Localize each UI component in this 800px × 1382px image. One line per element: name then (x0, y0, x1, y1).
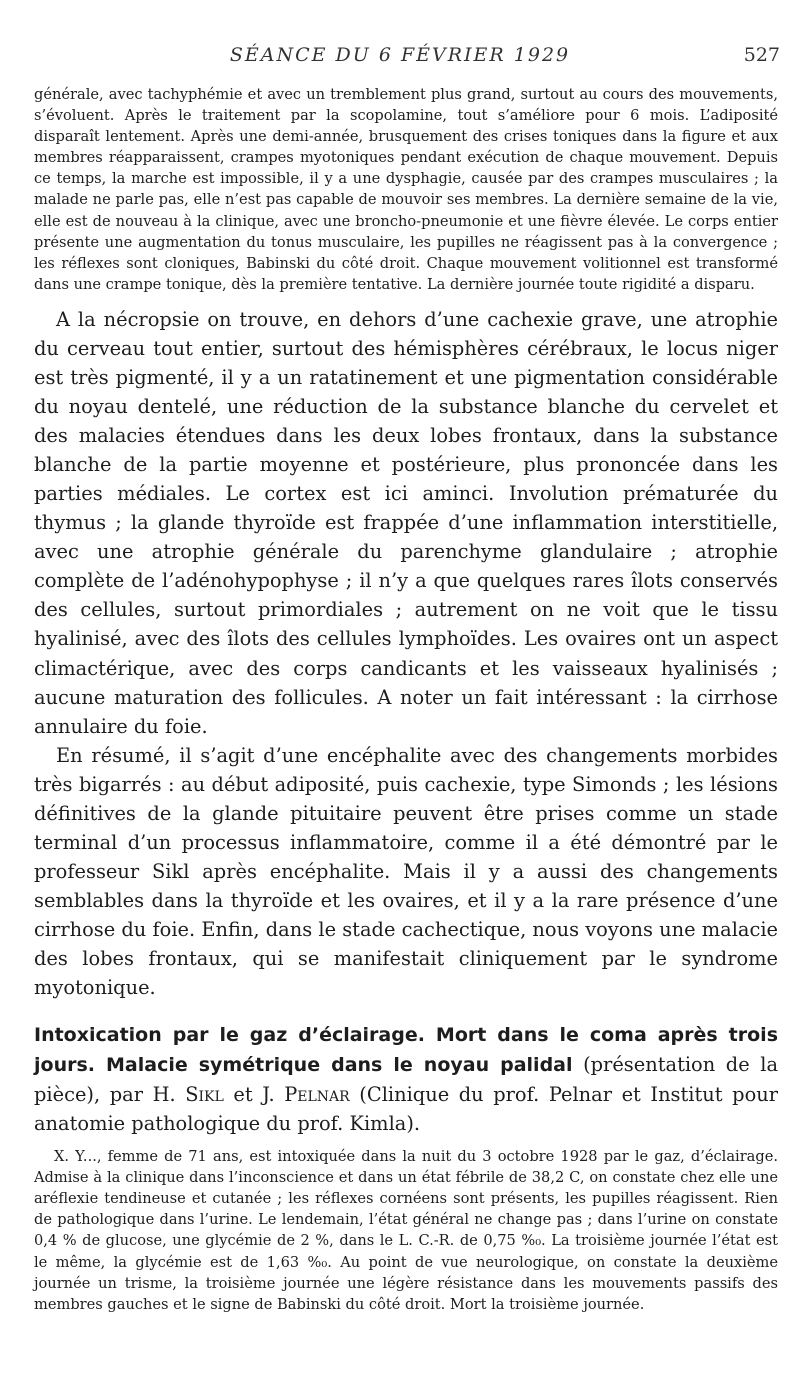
communication-heading (34, 1020, 778, 1138)
running-title: SÉANCE DU 6 FÉVRIER 1929 (229, 44, 571, 66)
presentation-note: (présentation de la pièce), par (34, 1053, 779, 1107)
communication-title: Intoxication par le gaz d’éclairage. Mort dans le coma après trois jours. Malacie symétrique dans le noyau palidal (34, 1024, 778, 1077)
clinical-history-paragraph: générale, avec tachyphémie et avec un tremblement plus grand, surtout au cours des mouvements, s’évoluent. Après le traitement par la scopolamine, tout s’améliore pour 6 mois. L’adiposité disparaît lentement. Après une demi-année, brusquement des crises toniques dans la figure et aux membres réapparaissent, crampes myotoniques pendant exécution de chaque mouvement. Depuis ce temps, la marche est impossible, il y a une dysphagie, causée par des crampes musculaires ; la malade ne parle pas, elle n’est pas capable de mouvoir ses membres. La dernière semaine de la vie, elle est de nouveau à la clinique, avec une broncho-pneumonie et une fièvre élevée. Le corps entier présente une augmentation du tonus musculaire, les pupilles ne réagissent pas à la convergence ; les réflexes sont cloniques, Babinski du côté droit. Chaque mouvement volitionnel est transformé dans une crampe tonique, dès la première tentative. La dernière journée toute rigidité a disparu. (34, 86, 778, 293)
page-number: 527 (743, 44, 780, 66)
page-header (0, 44, 800, 74)
author-conjunction: et (223, 1083, 263, 1107)
summary-paragraph: En résumé, il s’agit d’une encéphalite avec des changements morbides très bigarrés : au début adiposité, puis cachexie, type Simonds ; les lésions définitives de la glande pituitaire peuvent être prises comme un stade terminal d’un processus inflammatoire, comme il a été démontré par le professeur Sikl après encéphalite. Mais il y a aussi des changements semblables dans la thyroïde et les ovaires, et il y a la rare présence d’une cirrhose du foie. Enfin, dans le stade cachectique, nous voyons une malacie des lobes frontaux, qui se manifestait cliniquement par le syndrome myotonique. (34, 743, 778, 1000)
page-body (34, 84, 778, 1315)
author-sikl: H. Sikl (152, 1083, 224, 1107)
affiliation: (Clinique du prof. Pelnar et Institut pour anatomie pathologique du prof. Kimla). (34, 1083, 779, 1136)
case-report-paragraph: X. Y..., femme de 71 ans, est intoxiquée dans la nuit du 3 octobre 1928 par le gaz, d’éclairage. Admise à la clinique dans l’inconscience et dans un état fébrile de 38,2 C, on constate chez elle une aréflexie tendineuse et cutanée ; les réflexes cornéens sont présents, les pupilles réagissent. Rien de pathologique dans l’urine. Le lendemain, l’état général ne change pas ; dans l’urine on constate 0,4 % de glucose, une glycémie de 2 %, dans le L. C.-R. de 0,75 %₀. La troisième journée l’état est le même, la glycémie est de 1,63 %₀. Au point de vue neurologique, on constate la deuxième journée un trisme, la troisième journée une légère résistance dans les mouvements passifs des membres gauches et le signe de Babinski du côté droit. Mort la troisième journée. (34, 1148, 778, 1313)
necropsy-paragraph: A la nécropsie on trouve, en dehors d’une cachexie grave, une atrophie du cerveau tout entier, surtout des hémisphères cérébraux, le locus niger est très pigmenté, il y a un ratatinement et une pigmentation considérable du noyau dentelé, une réduction de la substance blanche du cervelet et des malacies étendues dans les deux lobes frontaux, dans la substance blanche de la partie moyenne et postérieure, plus prononcée dans les parties médiales. Le cortex est ici aminci. Involution prématurée du thymus ; la glande thyroïde est frappée d’une inflammation interstitielle, avec une atrophie générale du parenchyme glandulaire ; atrophie complète de l’adénohypophyse ; il n’y a que quelques rares îlots conservés des cellules, surtout primordiales ; autrement on ne voit que le tissu hyalinisé, avec des îlots des cellules lymphoïdes. Les ovaires ont un aspect climactérique, avec des corps candicants et les vaisseaux hyalinisés ; aucune maturation des follicules. A noter un fait intéressant : la cirrhose annulaire du foie. (34, 307, 778, 738)
author-pelnar: J. Pelnar (262, 1083, 350, 1107)
